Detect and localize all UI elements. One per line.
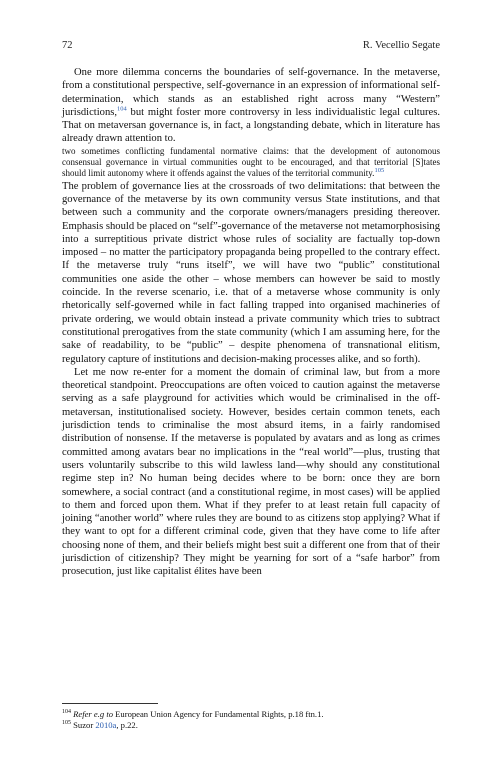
paragraph-2: The problem of governance lies at the crossroads of two delimitations: that between the governance of the metaverse by its own community versus State institutions, and that between such a community and the corporate owners/managers presiding thereover. Emphasis should be placed on “self”-governance of the metaverse not metamorphosising into a surreptitious private district whose rules of sociality are factually top-down imposed – no matter the participatory propaganda being propelled to the contrary effect. If the metaverse truly “runs itself”, we will have two “public” constitutional communities one aside the other – whose members can however be said to mostly coincide. In the reverse scenario, i.e. that of a metaverse whose community is only rhetorically self-governed while in fact falling trapped into organised machineries of private ordering, we would obtain instead a private community which tries to subtract constitutional prerogatives from the state community (which I am assuming here, for the sake of readability, to be “public” – despite phenomena of transnational elitism, regulatory capture of institutions and decision-making processes alike, and so forth). [62,180,440,365]
paragraph-1-text-continued: but might foster more controversy in less individualistic legal cultures. That on metaversan governance is, in fact, a longstanding debate, which in literature has already drawn attention to. [62,106,440,145]
paragraph-3: Let me now re-enter for a moment the domain of criminal law, but from a more theoretical standpoint. Preoccupations are often voiced to caution against the metaverse serving as a safe playground for activities which would be criminalised in the off-metaversan, institutionalised society. However, besides certain common tenets, each jurisdiction tends to criminalise the most absurd items, in a fairly randomised distribution of nonsense. If the metaverse is populated by avatars and as long as crimes committed among avatars bear no implications in the “real world”—plus, trusting that users voluntarily subscribe to this wild lawless land—why should any constitutional regime step in? No human being decides where to be born: once they are born somewhere, a social contract (and a constitutional regime, in most cases) will be applied to them and forced upon them. What if they prefer to at least retain full capacity of joining “another world” where rules they are bound to as citizens stop applying? What if they want to opt for a different criminal code, given that they have come to life after choosing none of them, and their beliefs might best suit a different one from that of their jurisdiction of citizenship? They might be yearning for sort of a “safe harbor” from prosecution, just like capitalist élites have been [62,366,440,578]
footnote-divider [62,703,158,704]
page-number: 72 [62,40,73,51]
block-quote-text: two sometimes conflicting fundamental normative claims: that the development of autonomous consensual governance in virtual communities ought to be encouraged, and that territorial [S]tates should limit autonomy where it offends against the values of the territorial community. [62,145,440,179]
footnote-ref-105[interactable]: 105 [374,167,385,175]
body-text [62,66,440,579]
running-head: R. Vecellio Segate [362,40,440,51]
footnote-text-continued: , p.22. [116,720,138,730]
footnote-104 [62,709,440,720]
paragraph-1 [62,66,440,146]
footnote-ref-104[interactable]: 104 [117,105,127,113]
footnote-105 [62,720,440,731]
page-header [62,40,440,51]
block-quote [62,146,440,180]
footnote-number: 104 [62,709,71,716]
footnote-italic: Refer e.g to [73,709,114,719]
footnote-text: Suzor [71,720,96,730]
footnotes [62,709,440,731]
footnote-text: European Union Agency for Fundamental Rights, p.18 ftn.1. [113,709,324,719]
citation-link[interactable]: 2010a [95,720,117,730]
paragraph-1-text: One more dilemma concerns the boundaries of self-governance. In the metaverse, from a constitutional perspective, self-governance in an expression of informational self-determination, which stands as an established right across many “Western” jurisdictions, [62,67,440,118]
footnote-number: 105 [62,720,71,727]
